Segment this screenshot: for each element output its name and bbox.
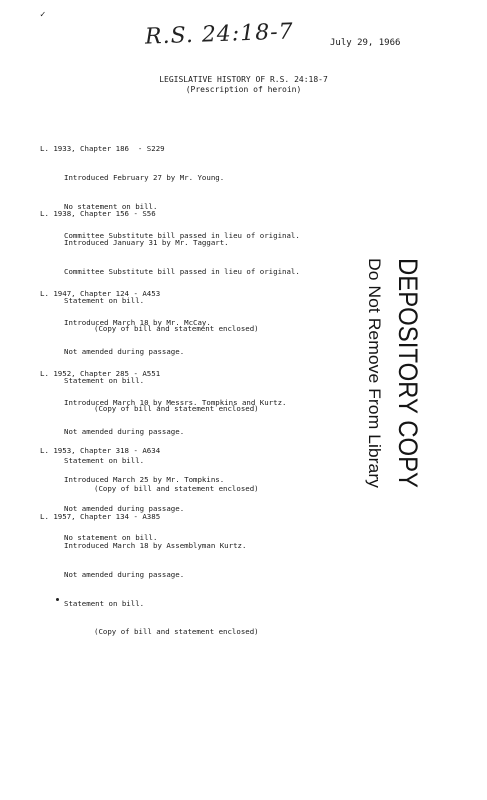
entry-heading: L. 1947, Chapter 124 - A453 — [40, 289, 161, 299]
entry-heading: L. 1952, Chapter 285 - A551 — [40, 369, 161, 379]
entry-heading: L. 1933, Chapter 186 - S229 — [40, 144, 165, 154]
entry-line: Introduced March 18 by Mr. McCay. — [64, 317, 211, 327]
entry-heading: L. 1938, Chapter 156 - S56 — [40, 209, 156, 219]
entry-line: Not amended during passage. — [64, 503, 185, 513]
document-date: July 29, 1966 — [330, 38, 401, 48]
document-title — [0, 75, 487, 95]
entry-line: Not amended during passage. — [64, 346, 185, 356]
entry-line: Statement on bill. — [64, 598, 145, 608]
entry-enclosed-note: (Copy of bill and statement enclosed) — [94, 404, 259, 414]
entry-line: No statement on bill. — [64, 532, 158, 542]
entry-enclosed-note: (Copy of bill and statement enclosed) — [94, 484, 259, 494]
entry-heading: L. 1953, Chapter 318 - A634 — [40, 446, 161, 456]
history-entry-1957 — [40, 493, 259, 656]
entry-line: Introduced March 25 by Mr. Tompkins. — [64, 474, 225, 484]
entry-line: Introduced March 10 by Messrs. Tompkins and Kurtz. — [64, 397, 287, 407]
entry-line: Not amended during passage. — [64, 569, 185, 579]
entry-heading: L. 1957, Chapter 134 - A385 — [40, 512, 161, 522]
title-main: LEGISLATIVE HISTORY OF R.S. 24:18-7 — [159, 75, 328, 84]
entry-line: Introduced March 18 by Assemblyman Kurtz. — [64, 540, 247, 550]
entry-line: Committee Substitute bill passed in lieu of original. — [64, 266, 300, 276]
entry-line: Statement on bill. — [64, 375, 145, 385]
entry-line: Statement on bill. — [64, 295, 145, 305]
entry-enclosed-note: (Copy of bill and statement enclosed) — [94, 627, 259, 637]
stamp-line-2: Do Not Remove From Library — [365, 258, 384, 481]
handwritten-reference: R.S. 24:18-7 — [144, 19, 295, 50]
depository-copy-stamp — [343, 258, 423, 493]
margin-check-mark: ✓ — [40, 10, 46, 20]
entry-line: Statement on bill. — [64, 455, 145, 465]
entry-line: Committee Substitute bill passed in lieu of original. — [64, 230, 300, 240]
entry-line: No statement on bill. — [64, 201, 158, 211]
stray-mark — [56, 598, 59, 601]
entry-line: Introduced January 31 by Mr. Taggart. — [64, 237, 229, 247]
entry-line: Not amended during passage. — [64, 426, 185, 436]
title-subtitle: (Prescription of heroin) — [185, 85, 302, 94]
entry-enclosed-note: (Copy of bill and statement enclosed) — [94, 324, 259, 334]
entry-line: Introduced February 27 by Mr. Young. — [64, 172, 225, 182]
stamp-line-1: DEPOSITORY COPY — [393, 258, 423, 493]
